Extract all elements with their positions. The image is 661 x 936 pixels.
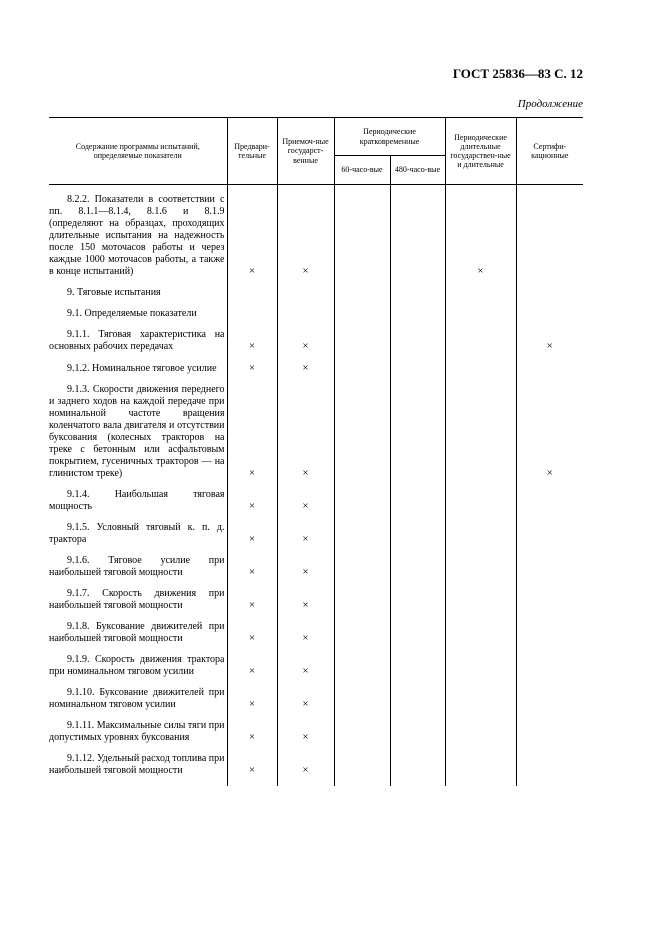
mark-cross: × [277, 522, 334, 546]
empty-cell [445, 555, 516, 579]
empty-cell [390, 720, 445, 744]
mark-cross: × [227, 522, 277, 546]
row-content [49, 329, 227, 353]
row-content [49, 194, 227, 278]
empty-cell [516, 362, 583, 375]
empty-cell [277, 308, 334, 320]
table-row [49, 555, 583, 579]
empty-cell [516, 287, 583, 299]
mark-cross: × [227, 384, 277, 480]
mark-cross: × [277, 362, 334, 375]
empty-cell [334, 522, 390, 546]
empty-cell [445, 720, 516, 744]
empty-cell [334, 654, 390, 678]
row-content [49, 621, 227, 645]
row-content [49, 522, 227, 546]
col-header-periodic-short: Периодические кратковременные [334, 118, 445, 156]
row-content [49, 588, 227, 612]
empty-cell [516, 588, 583, 612]
empty-cell [445, 362, 516, 375]
table-row [49, 489, 583, 513]
row-text: 9.1.10. Буксование движителей при номинальном тяговом усилии [49, 687, 225, 710]
mark-cross: × [277, 588, 334, 612]
table-row [49, 687, 583, 711]
mark-cross: × [227, 753, 277, 777]
empty-cell [516, 687, 583, 711]
row-text: 9.1.8. Буксование движителей при наибольшей тяговой мощности [49, 621, 225, 644]
row-content [49, 753, 227, 777]
table-row [49, 287, 583, 299]
test-program-table [49, 117, 583, 786]
table-header [49, 118, 583, 185]
mark-cross: × [277, 753, 334, 777]
empty-cell [390, 362, 445, 375]
table-row [49, 753, 583, 777]
empty-cell [334, 555, 390, 579]
row-text: 9.1.2. Номинальное тяговое усилие [67, 363, 217, 374]
empty-cell [334, 329, 390, 353]
row-text: 9.1.3. Скорости движения переднего и заднего ходов на каждой передаче при номинальной частоте вращения коленчатого вала двигателя и отсутствии буксования (колесных тракторов на треке с бетонным или асфальтовым покрытием, гусеничных тракторов — на глинистом треке) [49, 384, 225, 479]
empty-cell [390, 308, 445, 320]
empty-cell [445, 522, 516, 546]
empty-cell [516, 489, 583, 513]
mark-cross: × [277, 329, 334, 353]
col-header-preliminary: Предвари-тельные [227, 118, 277, 185]
table-body [49, 185, 583, 787]
empty-cell [445, 329, 516, 353]
empty-cell [334, 287, 390, 299]
col-header-periodic-60: 60-часо-вые [334, 156, 390, 185]
row-text: 9.1.12. Удельный расход топлива при наибольшей тяговой мощности [49, 753, 225, 776]
empty-cell [334, 489, 390, 513]
empty-cell [516, 753, 583, 777]
table-row [49, 720, 583, 744]
mark-cross: × [516, 384, 583, 480]
mark-cross: × [277, 654, 334, 678]
empty-cell [227, 308, 277, 320]
empty-cell [390, 654, 445, 678]
row-text: 9.1. Определяемые показатели [67, 308, 197, 319]
empty-cell [334, 362, 390, 375]
mark-cross: × [277, 384, 334, 480]
mark-cross: × [227, 687, 277, 711]
empty-cell [390, 588, 445, 612]
empty-cell [445, 308, 516, 320]
empty-cell [334, 308, 390, 320]
table-row [49, 621, 583, 645]
mark-cross: × [277, 555, 334, 579]
table-row [49, 522, 583, 546]
empty-cell [334, 753, 390, 777]
empty-cell [277, 287, 334, 299]
mark-cross: × [227, 621, 277, 645]
table-row [49, 308, 583, 320]
empty-cell [445, 384, 516, 480]
empty-cell [390, 329, 445, 353]
mark-cross: × [227, 654, 277, 678]
table-row [49, 588, 583, 612]
empty-cell [334, 687, 390, 711]
row-content [49, 720, 227, 744]
table-row [49, 384, 583, 480]
row-text: 9.1.11. Максимальные силы тяги при допустимых уровнях буксования [49, 720, 225, 743]
col-header-certification: Сертифи-кационные [516, 118, 583, 185]
empty-cell [516, 654, 583, 678]
mark-cross: × [277, 194, 334, 278]
empty-cell [516, 555, 583, 579]
row-content [49, 489, 227, 513]
mark-cross: × [227, 362, 277, 375]
empty-cell [516, 194, 583, 278]
row-text: 9.1.7. Скорость движения при наибольшей тяговой мощности [49, 588, 225, 611]
empty-cell [390, 194, 445, 278]
mark-cross: × [277, 489, 334, 513]
empty-cell [390, 287, 445, 299]
mark-cross: × [227, 720, 277, 744]
col-header-content: Содержание программы испытаний, определяемые показатели [49, 118, 227, 185]
page-header: ГОСТ 25836—83 С. 12 [452, 66, 583, 81]
empty-cell [445, 753, 516, 777]
empty-cell [445, 687, 516, 711]
table-row [49, 654, 583, 678]
mark-cross: × [516, 329, 583, 353]
empty-cell [516, 621, 583, 645]
mark-cross: × [227, 555, 277, 579]
row-text: 9.1.6. Тяговое усилие при наибольшей тяговой мощности [49, 555, 225, 578]
empty-cell [334, 621, 390, 645]
mark-cross: × [227, 489, 277, 513]
mark-cross: × [227, 194, 277, 278]
empty-cell [445, 287, 516, 299]
empty-cell [390, 522, 445, 546]
empty-cell [334, 720, 390, 744]
row-content [49, 555, 227, 579]
empty-cell [445, 654, 516, 678]
empty-cell [516, 720, 583, 744]
col-header-acceptance: Приемоч-ные государст-венные [277, 118, 334, 185]
empty-cell [227, 287, 277, 299]
mark-cross: × [277, 720, 334, 744]
empty-cell [390, 384, 445, 480]
row-content [49, 687, 227, 711]
empty-cell [445, 621, 516, 645]
row-text: 9.1.1. Тяговая характеристика на основных рабочих передачах [49, 329, 225, 352]
empty-cell [445, 489, 516, 513]
mark-cross: × [445, 194, 516, 278]
mark-cross: × [227, 329, 277, 353]
mark-cross: × [227, 588, 277, 612]
row-content [49, 362, 227, 375]
empty-cell [334, 194, 390, 278]
row-text: 9.1.9. Скорость движения трактора при номинальном тяговом усилии [49, 654, 225, 677]
col-header-periodic-long: Периодические длительные государствен-ные и длительные [445, 118, 516, 185]
empty-cell [516, 308, 583, 320]
row-content [49, 287, 227, 299]
empty-cell [390, 687, 445, 711]
empty-cell [390, 489, 445, 513]
table-row [49, 362, 583, 375]
table-row [49, 194, 583, 278]
empty-cell [390, 753, 445, 777]
mark-cross: × [277, 621, 334, 645]
row-text: 9.1.5. Условный тяговый к. п. д. трактора [49, 522, 225, 545]
row-content [49, 308, 227, 320]
row-content [49, 654, 227, 678]
empty-cell [334, 384, 390, 480]
empty-cell [390, 555, 445, 579]
row-content [49, 384, 227, 480]
empty-cell [334, 588, 390, 612]
row-text: 9.1.4. Наибольшая тяговая мощность [49, 489, 225, 512]
empty-cell [516, 522, 583, 546]
col-header-periodic-480: 480-часо-вые [390, 156, 445, 185]
mark-cross: × [277, 687, 334, 711]
row-text: 9. Тяговые испытания [67, 287, 161, 298]
empty-cell [390, 621, 445, 645]
table-row [49, 329, 583, 353]
continuation-label: Продолжение [517, 98, 583, 110]
row-text: 8.2.2. Показатели в соответствии с пп. 8.1.1—8.1.4, 8.1.6 и 8.1.9 (определяют на образцах, проходящих длительные испытания на надежность после 150 моточасов работы и через каждые 1000 моточасов работы, а также в конце испытаний) [49, 194, 225, 277]
empty-cell [445, 588, 516, 612]
